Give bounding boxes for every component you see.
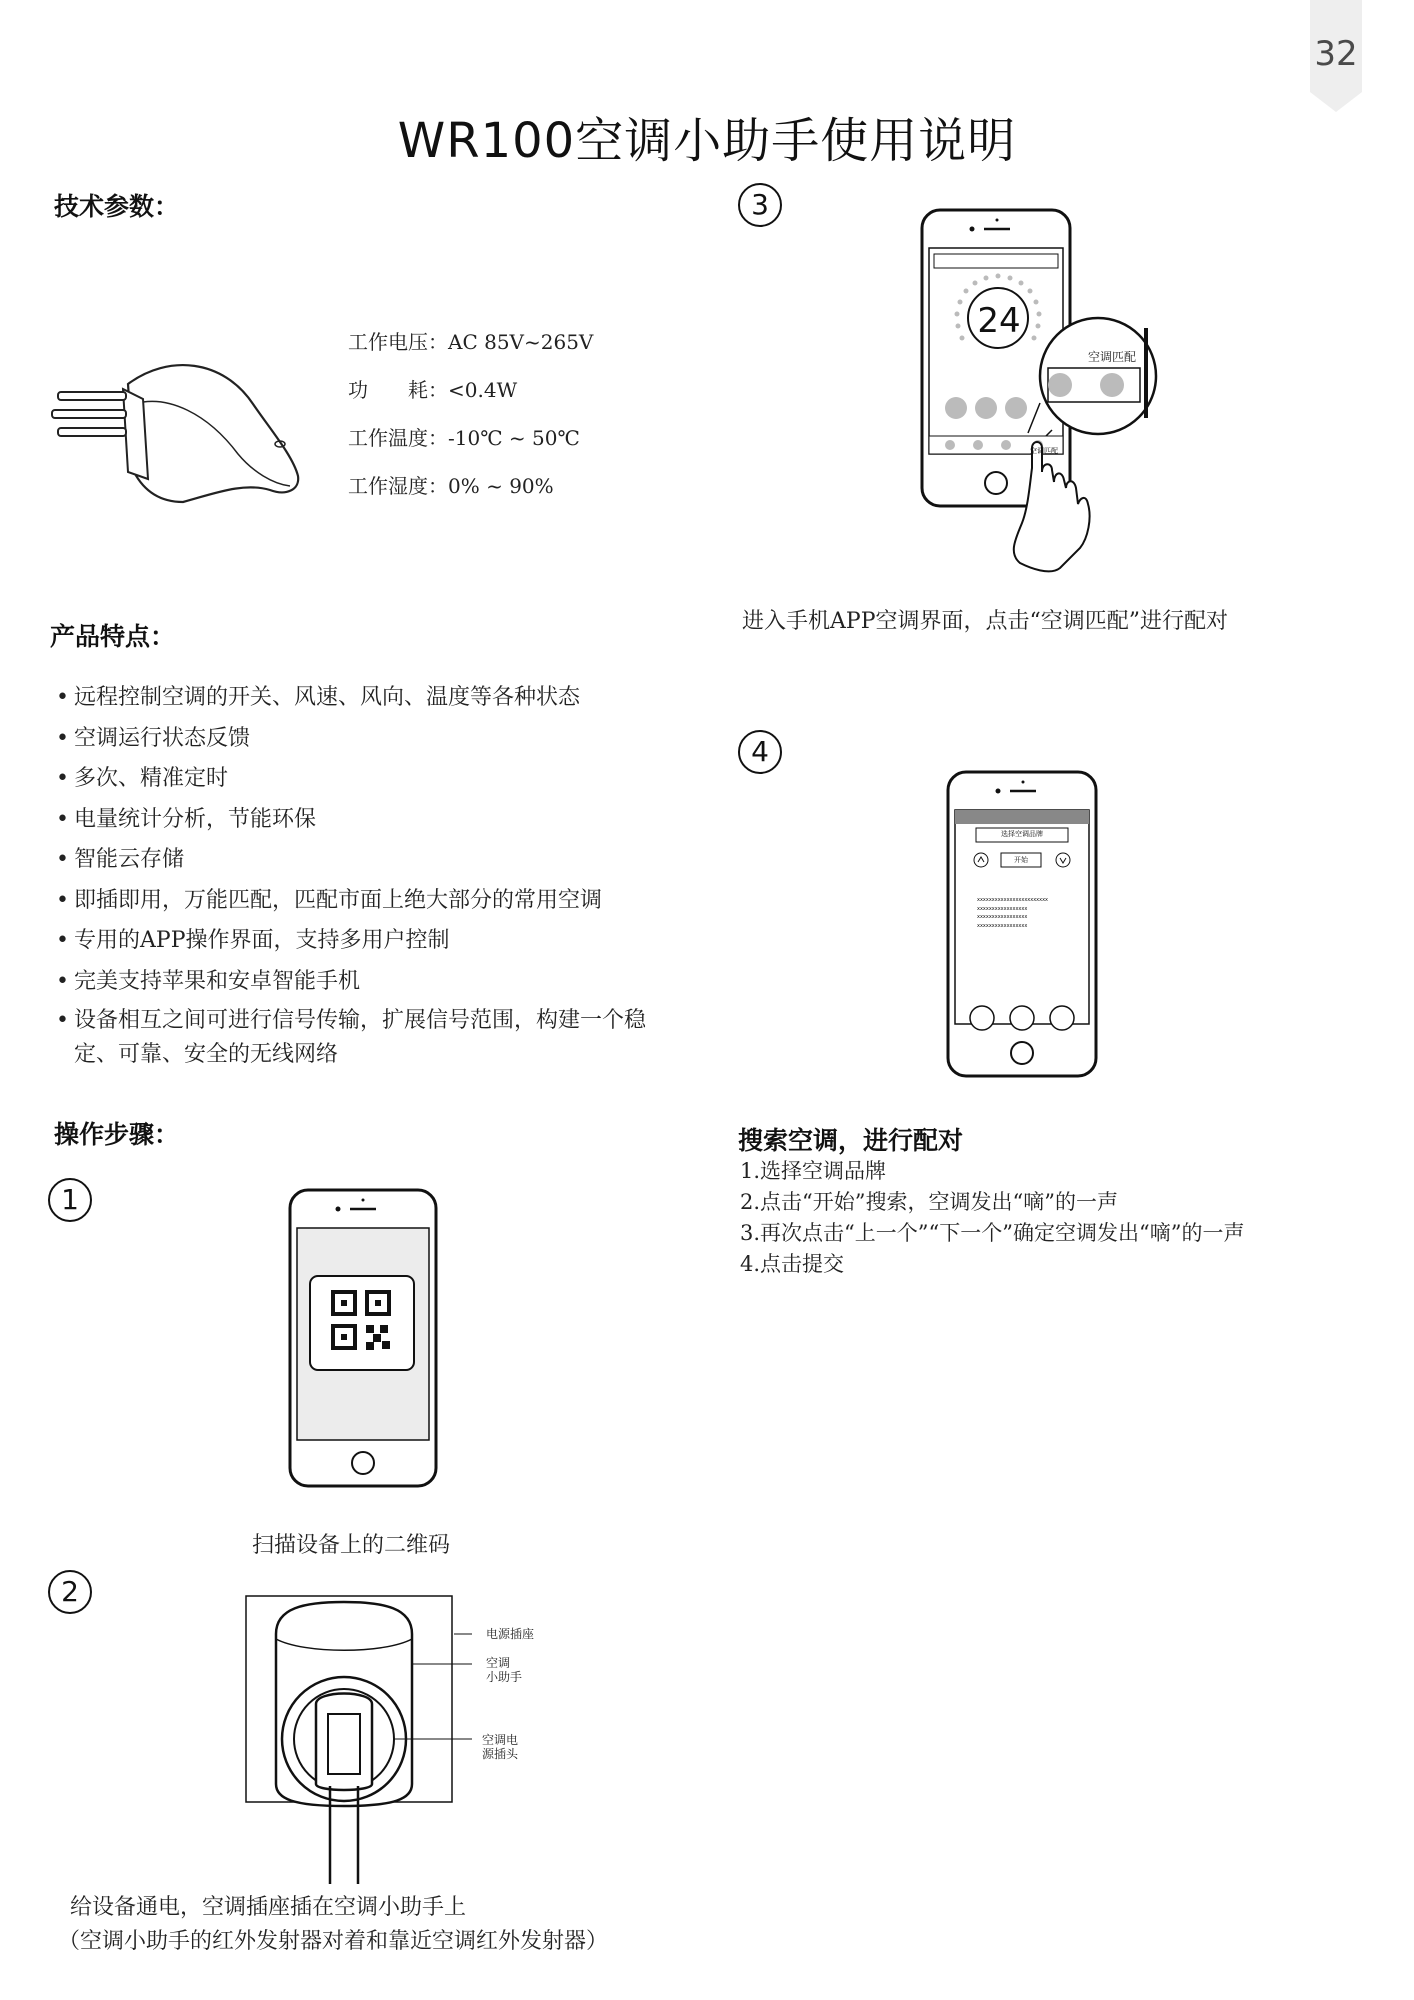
label-helper: 空调 小助手	[486, 1656, 523, 1684]
list-item: • 远程控制空调的开关、风速、风向、温度等各种状态	[54, 678, 664, 719]
list-item: 4.点击提交	[740, 1252, 845, 1276]
specs-heading: 技术参数：	[54, 192, 180, 221]
page-number: 32	[1314, 34, 1358, 74]
list-item: • 空调运行状态反馈	[54, 719, 664, 760]
features-list	[54, 678, 664, 1072]
list-item: 2.点击“开始”搜索，空调发出“嘀”的一声	[740, 1190, 1118, 1214]
step4-number	[738, 730, 782, 774]
step2-socket-illustration	[244, 1594, 474, 1884]
step3-caption: 进入手机APP空调界面，点击“空调匹配”进行配对	[742, 609, 1228, 634]
spec-power: 功 耗：<0.4W	[348, 378, 518, 402]
step1-number	[48, 1178, 92, 1222]
step2-number	[48, 1570, 92, 1614]
step1-caption: 扫描设备上的二维码	[252, 1533, 451, 1558]
step4-number-text: 4	[751, 735, 769, 768]
step2-caption-line1: 给设备通电，空调插座插在空调小助手上	[70, 1895, 467, 1920]
step1-number-text: 1	[61, 1183, 79, 1216]
list-item: • 多次、精准定时	[54, 759, 664, 800]
steps-heading: 操作步骤：	[54, 1120, 180, 1149]
list-item: • 设备相互之间可进行信号传输，扩展信号范围，构建一个稳定、可靠、安全的无线网络	[54, 1004, 664, 1072]
step1-phone-illustration	[288, 1188, 438, 1488]
features-heading: 产品特点：	[50, 622, 176, 651]
screen-line: xxxxxxxxxxxxxxxxx	[977, 905, 1028, 912]
screen-line: xxxxxxxxxxxxxxxxx	[977, 914, 1028, 920]
step3-number	[738, 183, 782, 227]
step4-list	[740, 1156, 1244, 1280]
step4-screen-text	[977, 896, 1048, 930]
list-item: • 完美支持苹果和安卓智能手机	[54, 962, 664, 1003]
page-title: WR100空调小助手使用说明	[397, 113, 1017, 169]
label-plug: 空调电 源插头	[482, 1733, 519, 1761]
screen-line: xxxxxxxxxxxxxxxxxxxxxxxx	[977, 897, 1049, 903]
list-item: 1.选择空调品牌	[740, 1159, 887, 1183]
spec-voltage: 工作电压：AC 85V~265V	[348, 330, 594, 354]
step4-screen-brand-button: 选择空调品牌	[1001, 830, 1043, 838]
step4-screen-start-button: 开始	[1014, 856, 1028, 864]
list-item: • 电量统计分析，节能环保	[54, 800, 664, 841]
spec-temperature: 工作温度：-10℃ ~ 50℃	[348, 426, 580, 450]
list-item: 3.再次点击“上一个”“下一个”确定空调发出“嘀”的一声	[740, 1221, 1245, 1245]
list-item: • 专用的APP操作界面，支持多用户控制	[54, 921, 664, 962]
spec-humidity: 工作湿度：0% ~ 90%	[348, 474, 554, 498]
step3-phone-illustration	[920, 208, 1180, 578]
step3-zoom-label: 空调匹配	[1088, 350, 1137, 364]
screen-line: xxxxxxxxxxxxxxxxx	[977, 922, 1028, 929]
step3-number-text: 3	[751, 188, 769, 221]
step4-heading: 搜索空调，进行配对	[738, 1126, 964, 1155]
device-illustration	[48, 344, 308, 504]
list-item: • 即插即用，万能匹配，匹配市面上绝大部分的常用空调	[54, 881, 664, 922]
label-socket: 电源插座	[486, 1627, 535, 1641]
step3-screen-small-label: 空调匹配	[1030, 447, 1058, 455]
step2-caption-line2: （空调小助手的红外发射器对着和靠近空调红外发射器）	[58, 1929, 609, 1954]
step2-number-text: 2	[61, 1575, 79, 1608]
step3-screen-temp: 24	[977, 301, 1021, 341]
list-item: • 智能云存储	[54, 840, 664, 881]
